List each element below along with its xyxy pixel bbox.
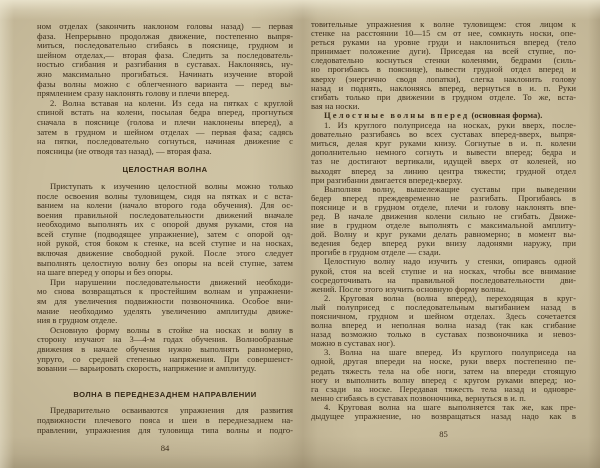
text-line: 2. Круговая волна (волна вперед), переходящая в круг- — [324, 292, 576, 303]
right-page — [311, 20, 576, 439]
text-line: га сзади на носке. Передавая тяжесть тела назад и одновре- — [311, 383, 576, 394]
text-line: редать тяжесть тела на обе ноги, затем на впереди стоящую — [311, 365, 576, 376]
text-line: мание необходимо уделять увеличению амплитуды движе- — [37, 305, 293, 316]
text-line: на шаге вперед у опоры и без опоры. — [37, 267, 173, 278]
text-line: фаза. Непрерывно продолжая движение, постепенно выпря- — [37, 30, 293, 41]
text-line: спиной встать на колени, посылая бедра вперед, прогнуться — [37, 107, 293, 118]
text-line: кверху (энергично сводя лопатки), слегка наклонить голову — [311, 73, 576, 84]
text-line: упруго, со средней степенью напряжения. При совершенст- — [37, 353, 293, 364]
text-line: включая движение свободной рукой. После этого следует — [37, 248, 293, 259]
text-line: затем в грудном и шейном отделах — первая фаза; садясь — [37, 126, 293, 137]
text-line: пояснице и в грудном отделе, плечи и голову наклонять впе- — [311, 201, 576, 212]
section-heading: ВОЛНА В ПЕРЕДНЕЗАДНЕМ НАПРАВЛЕНИИ — [73, 389, 257, 399]
text-line: движения в начале обучения нужно выполнять равномерно, — [37, 344, 293, 354]
text-line: ванием на колени (начало второго года обучения). Для ос- — [37, 200, 293, 211]
text-line: фазы волны можно с облегченного варианта — перед вы- — [37, 78, 293, 89]
text-line: необходимо выполнять их с опорой двумя руками, стоя на — [37, 219, 293, 230]
text-line: назад и поднять, наклоняясь вперед, вернуться в и. п. Руки — [311, 82, 576, 93]
text-line: довательно разгибаясь во всех суставах вперед-вверх, выпря- — [311, 129, 576, 140]
text-line: жно максимально прогибаться. Начинать изучение второй — [37, 68, 293, 79]
text-line: Выполняя волну, вышележащие суставы при выведении — [324, 183, 576, 194]
text-line: менно сгибаясь в суставах позвоночника, вернуться в и. п. — [311, 392, 526, 403]
left-page-text — [37, 22, 293, 435]
text-line: волна вперед и неполная волна назад (так как сгибание — [311, 320, 576, 331]
text-line: при разгибании двигается вперед-кверху. — [311, 174, 463, 185]
text-line: бедер вперед преждевременно не разгибать. Прогибаясь в — [311, 192, 576, 203]
text-line: Приступать к изучению целостной волны можно только — [50, 180, 293, 191]
text-line: на пятки, последовательно согнуться, начиная движение с — [37, 136, 293, 147]
text-line: ном отделах (закончить наклоном головы назад) — первая — [37, 21, 293, 31]
text-line: сторону изучают на 3—4-м годах обучения. Волнообразные — [37, 334, 293, 345]
text-line: прогибе в грудном отделе — сзади. — [311, 247, 441, 258]
text-line: выходят вперед за линию центра тяжести; грудной отдел — [311, 165, 576, 176]
text-line: ние в грудном отделе выполнять с максимальной амплиту- — [311, 220, 576, 231]
text-line: вая на носки. — [311, 100, 360, 111]
text-line: одной, другая впереди на носке, руки вверх постепенно пе- — [311, 356, 576, 367]
text-line: следовательно коснуться стенки коленями, бедрами (силь- — [311, 55, 576, 66]
text-line: Основную форму волны в стойке на носках и волну в — [50, 324, 293, 335]
text-line: ред. В начале движения колени сильно не сгибать. Движе- — [311, 210, 576, 221]
text-line: мо снова возвращаться к простейшим волнам и упражнени- — [37, 286, 293, 297]
left-page-number: 84 — [160, 443, 170, 454]
text-line: можно в суставах ног). — [311, 338, 396, 349]
text-line: Предварительно осваиваются упражнения для развития — [50, 405, 293, 416]
text-line: лый полуприсед с последовательным выгибанием назад в — [311, 301, 576, 312]
text-line: ям для увеличения подвижности позвоночника. Особое вни- — [37, 296, 293, 307]
section-heading: ЦЕЛОСТНАЯ ВОЛНА — [122, 165, 208, 175]
left-page — [37, 22, 293, 454]
text-line: вовании — варьировать скорость, напряжение и амплитуду. — [37, 363, 257, 374]
text-line: ностью сгибания и разгибания в суставах. Наклоняясь, ну- — [37, 59, 293, 70]
text-line: 4. Круговая волна на шаге выполняется так же, как пре- — [324, 401, 576, 412]
text-line: жений. После этого изучить основную форму волны. — [311, 283, 507, 294]
text-line: ния в грудном отделе. — [37, 315, 118, 326]
text-line: рукой, стоя на всей ступне и на носках, чтобы все внимание — [311, 265, 576, 276]
text-line: поясничном, грудном и шейном отделах. Здесь сочетается — [311, 311, 576, 321]
text-line: стенке на расстоянии 10—15 см от нее, сомкнуть носки, опе- — [311, 28, 576, 39]
text-line: ведения бедер вперед руки внизу ладонями наружу, при — [311, 238, 576, 249]
text-line: сначала в пояснице (голова и плечи наклонены вперед), а — [37, 116, 293, 127]
text-line: товительные упражнения к волне туловищем: стоя лицом к — [311, 19, 576, 29]
text-line: ной рукой, стоя боком к стенке, на всей ступне и на носках, — [37, 238, 293, 249]
text-line: дополнительно немного согнуть и вывести вперед; бедра и — [311, 147, 576, 158]
text-line: поясницы (не отводя таз назад), — вторая фаза. — [37, 145, 212, 156]
text-line: назад возможно только в суставах позвоночника и невоз- — [311, 329, 576, 340]
text-line: Целостную волну надо изучить у стенки, опираясь одной — [324, 256, 576, 267]
text-line: прямлением сразу наклонять голову и плечи вперед. — [37, 88, 230, 99]
text-line: дыдущее упражнение, но возвращаться назад надо как в — [311, 411, 576, 422]
text-line: после освоения волны туловищем, сидя на пятках и с вста- — [37, 190, 293, 201]
right-page-number: 85 — [439, 429, 448, 440]
text-line: но прогибаясь в пояснице), вывести грудной отдел вперед и — [311, 64, 576, 75]
text-line: подвижности плечевого пояса и шеи в переднезаднем на- — [37, 414, 293, 425]
text-line: выполнять целостную волну без опоры на всей ступне, затем — [37, 257, 293, 268]
text-line: сосредоточивать на правильной последовательности дви- — [311, 274, 576, 285]
text-line: воения правильной последовательности движений вначале — [37, 209, 293, 220]
text-line: реться руками на уровне груди и наклониться вперед (тело — [311, 37, 576, 48]
text-line: сгибать только при движении в грудном отделе. То же, вста- — [311, 91, 576, 102]
text-line: 3. Волна на шаге вперед. Из круглого полуприседа на — [324, 347, 576, 358]
text-line: принимает положение дуги). Приседая на всей ступне, по- — [311, 46, 576, 57]
text-line: дой. Волну и круг руками делать равномерно; в момент вы- — [311, 229, 576, 240]
text-line: 1. Из круглого полуприседа на носках, руки вверх, после- — [324, 120, 576, 131]
inline-heading-rest: (основная форма). — [469, 110, 543, 121]
text-line: всей ступне (подводящее упражнение), затем с опорой од- — [37, 228, 293, 239]
text-line: таз не достигают вертикали, идущей вверх от коленей, но — [311, 156, 576, 167]
text-line: 2. Волна вставая на колени. Из седа на пятках с круглой — [50, 97, 293, 108]
text-line: шейном отделах,— вторая фаза. Следить за последователь- — [37, 49, 293, 60]
text-line: правлении, упражнения для туловища типа волны и подго- — [37, 424, 293, 435]
text-line: миться, делая круг руками книзу. Согнутые в и. п. колени — [311, 138, 576, 149]
text-line: ногу и выполнить волну вперед с кругом руками вперед; но- — [311, 374, 576, 385]
right-page-text — [311, 20, 576, 421]
text-line: При нарушении последовательности движений необходи- — [50, 276, 293, 287]
text-line: миться, последовательно сгибаясь в пояснице, грудном и — [37, 40, 293, 51]
inline-heading-spaced: Целостные волны вперед — [324, 110, 470, 121]
